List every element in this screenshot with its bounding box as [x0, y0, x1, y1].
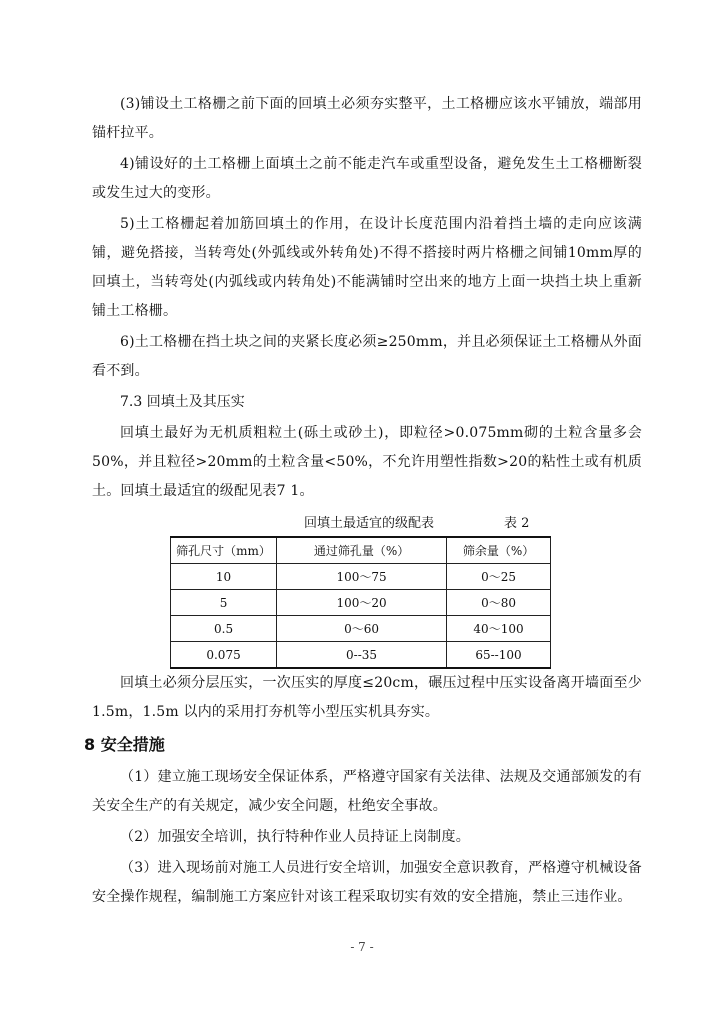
- table-row: [171, 642, 551, 669]
- paragraph-safety-3: （3）进入现场前对施工人员进行安全培训，加强安全意识教育，严格遵守机械设备安全操作规程，编制施工方案应针对该工程采取切实有效的安全措施，禁止三违作业。: [92, 860, 642, 905]
- section-8-heading: 8 安全措施: [84, 735, 165, 754]
- paragraph-safety-1: （1）建立施工现场安全保证体系，严格遵守国家有关法律、法规及交通部颁发的有关安全生产的有关规定，减少安全问题，杜绝安全事故。: [92, 769, 642, 814]
- table-title: 回填土最适宜的级配表: [304, 516, 435, 531]
- paragraph-compaction: 回填土必须分层压实，一次压实的厚度≤20cm，碾压过程中压实设备离开墙面至少1.5m，1.5m 以内的采用打夯机等小型压实机具夯实。: [92, 675, 642, 720]
- paragraph-safety-2: （2）加强安全培训，执行特种作业人员持证上岗制度。: [120, 829, 470, 845]
- paragraph-geogrid-5: 5)土工格栅起着加筋回填土的作用，在设计长度范围内沿着挡土墙的走向应该满铺，避免搭接，当转弯处(外弧线或外转角处)不得不搭接时两片格栅之间铺10mm厚的回填土，当转弯处(内弧线或内转角处)不能满铺时空出来的地方上面一块挡土块上重新铺土工格栅。: [92, 216, 642, 319]
- table-row: [171, 590, 551, 616]
- table-cell: 0.5: [171, 616, 277, 642]
- section-7-3-title: 7.3 回填土及其压实: [120, 394, 245, 410]
- table-cell: 65--100: [447, 642, 551, 669]
- table-header-cell: 筛孔尺寸（mm）: [171, 537, 277, 564]
- table-cell: 5: [171, 590, 277, 616]
- paragraph-geogrid-6: 6)土工格栅在挡土块之间的夹紧长度必须≥250mm，并且必须保证土工格栅从外面看不到。: [92, 334, 642, 379]
- page-content: [84, 90, 642, 914]
- table-cell: 0.075: [171, 642, 277, 669]
- table-cell: 100～20: [277, 590, 447, 616]
- table-cell: 0--35: [277, 642, 447, 669]
- table-header-row: [171, 537, 551, 564]
- table-header-cell: 筛余量（%）: [447, 537, 551, 564]
- table-cell: 0～60: [277, 616, 447, 642]
- table-cell: 40～100: [447, 616, 551, 642]
- table-row: [171, 616, 551, 642]
- paragraph-backfill: 回填土最好为无机质粗粒土(砾土或砂土)，即粒径>0.075mm砌的土粒含量多会50%，并且粒径>20mm的土粒含量<50%，不允许用塑性指数>20的粘性土或有机质土。回填土最适宜的级配见表7 1。: [92, 425, 642, 499]
- table-number: 表 2: [504, 516, 530, 531]
- paragraph-geogrid-3: (3)铺设土工格栅之前下面的回填土必须夯实整平，土工格栅应该水平铺放，端部用锚杆拉平。: [92, 96, 642, 141]
- gradation-table: [170, 536, 551, 669]
- table-cell: 100～75: [277, 564, 447, 590]
- paragraph-geogrid-4: 4)铺设好的土工格栅上面填土之前不能走汽车或重型设备，避免发生土工格栅断裂或发生过大的变形。: [92, 156, 642, 201]
- table-row: [171, 564, 551, 590]
- page-number: - 7 -: [350, 940, 374, 954]
- table-cell: 0～80: [447, 590, 551, 616]
- table-cell: 0～25: [447, 564, 551, 590]
- table-cell: 10: [171, 564, 277, 590]
- table-header-cell: 通过筛孔量（%）: [277, 537, 447, 564]
- table-caption: [92, 510, 642, 536]
